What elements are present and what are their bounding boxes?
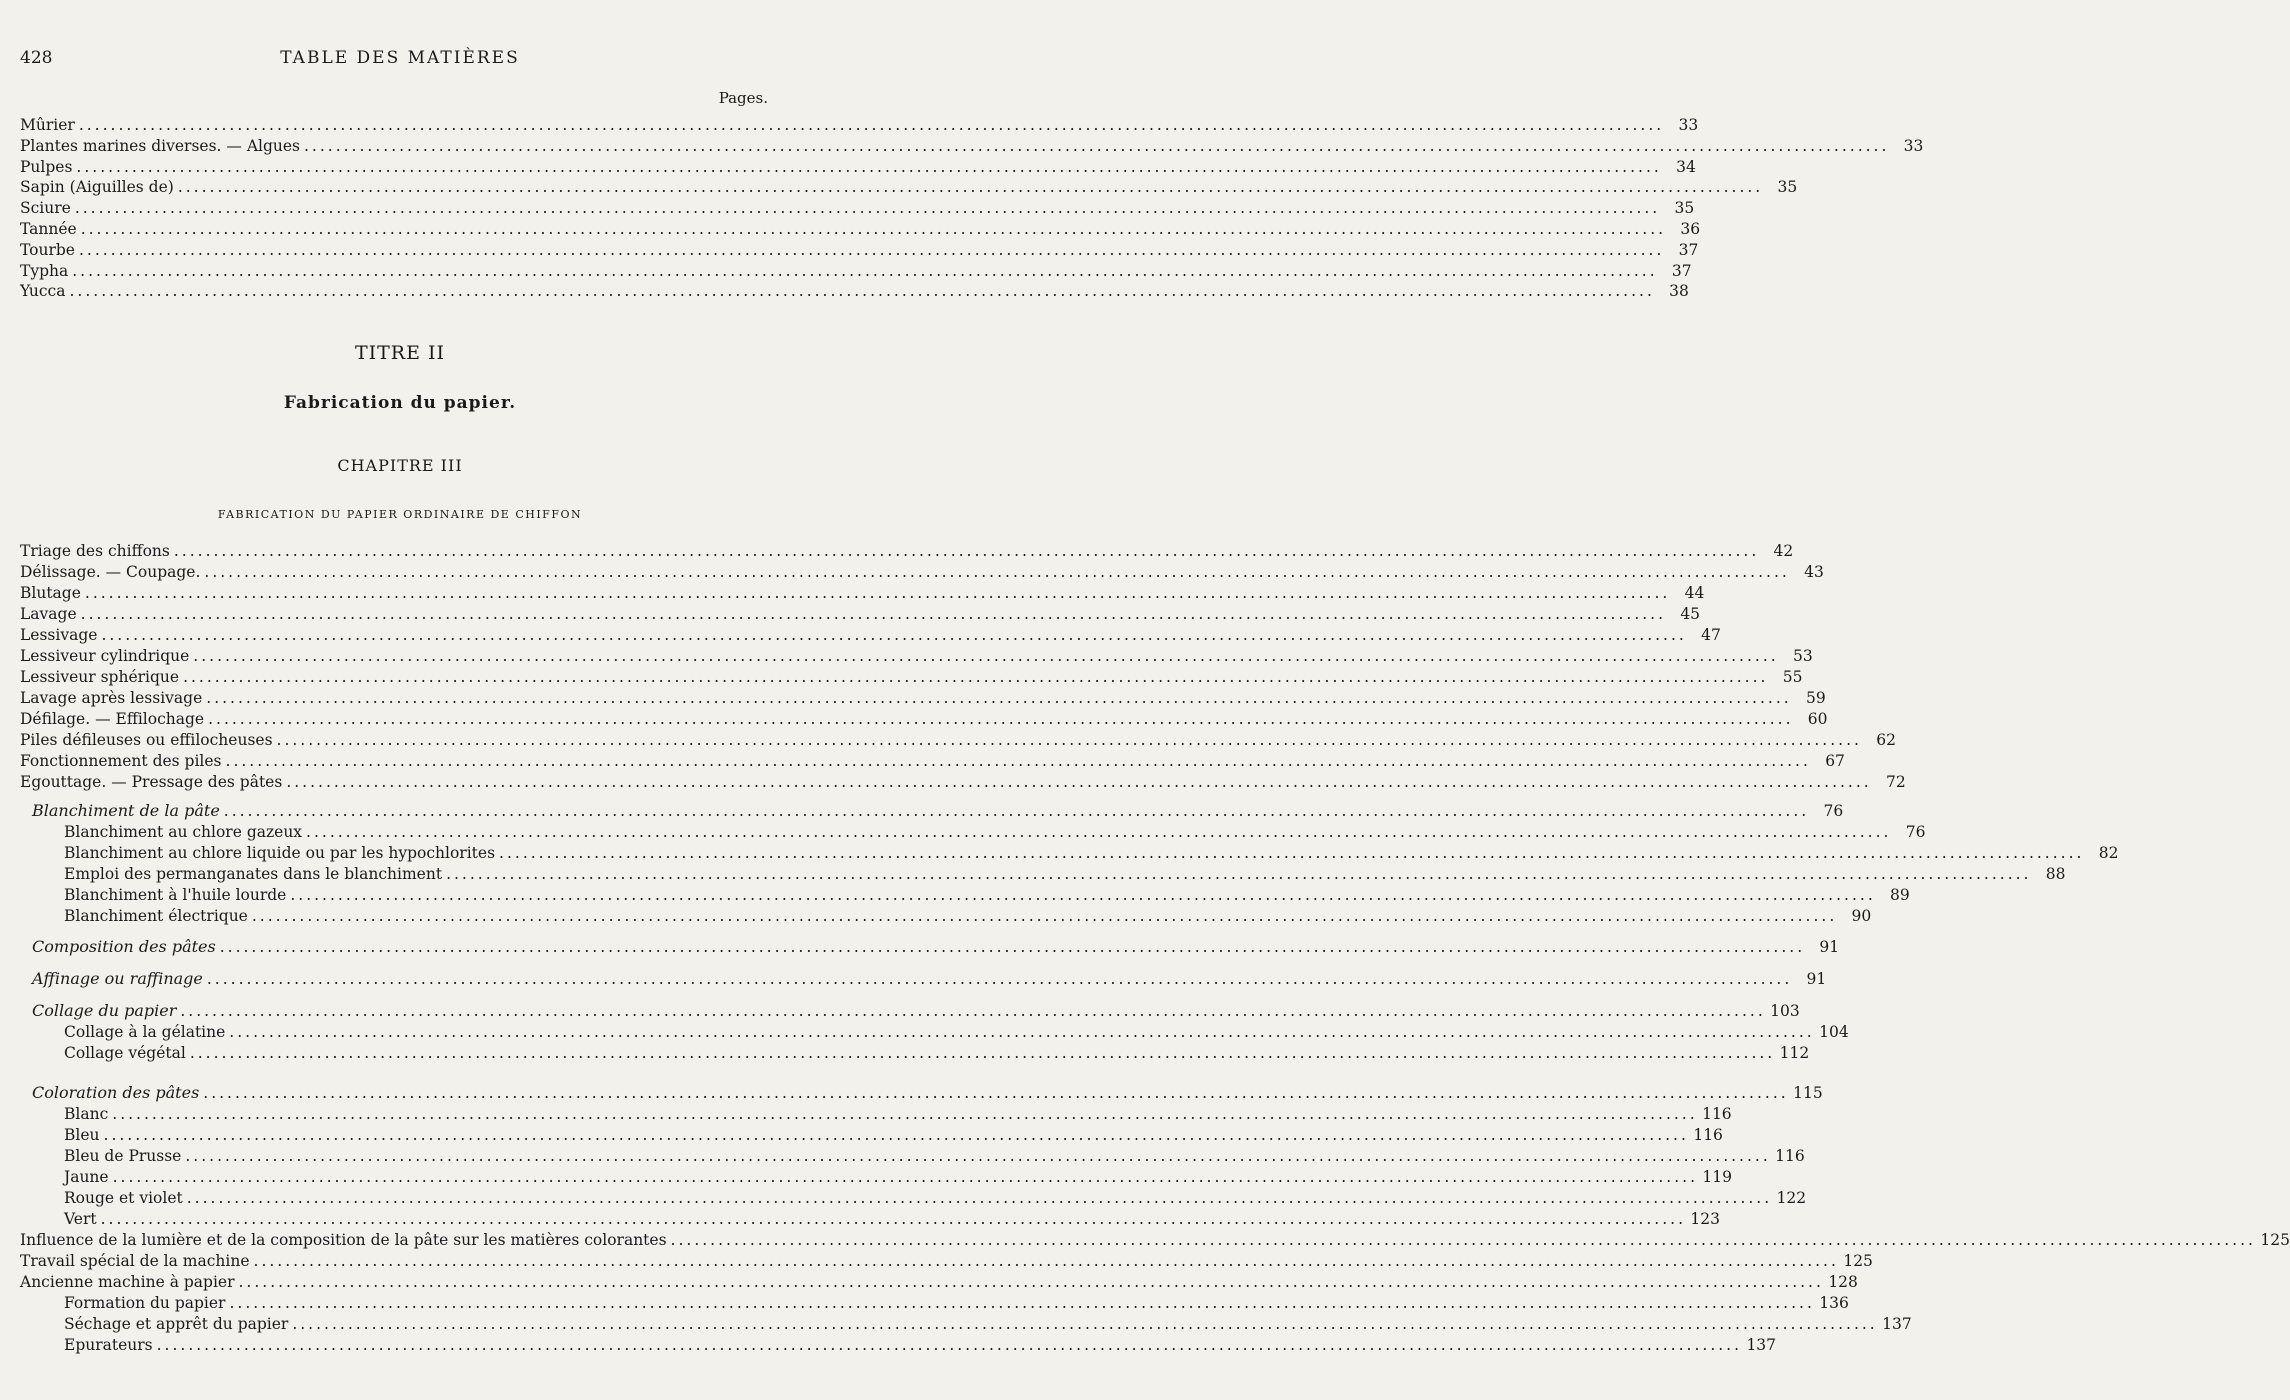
toc-leader-dots: ........................................................................................................................................................................................................ — [304, 137, 1890, 155]
toc-entry-label: Formation du papier — [64, 1294, 226, 1312]
toc-entry-page: 122 — [1776, 1189, 1807, 1207]
toc-entry-label: Blanchiment au chlore liquide ou par les hypochlorites — [64, 844, 496, 862]
toc-entry-label: Séchage et apprêt du papier — [64, 1315, 289, 1333]
toc-entry-page: 44 — [1684, 584, 1705, 602]
toc-entry-label: Plantes marines diverses. — Algues — [20, 137, 300, 155]
toc-entry — [20, 905, 1872, 925]
toc-entry-label: Lavage après lessivage — [20, 689, 203, 707]
toc-entry-page: 35 — [1674, 199, 1695, 217]
toc-entry — [20, 936, 1840, 956]
toc-leader-dots: ........................................................................................................................................................................................................ — [80, 605, 1667, 623]
toc-entry-label: Piles défileuses ou effilocheuses — [20, 731, 273, 749]
toc-entry — [20, 1042, 1810, 1062]
part-title: TITRE II — [354, 342, 446, 364]
toc-entry — [20, 1250, 1873, 1270]
toc-entry-label: Coloration des pâtes — [32, 1083, 200, 1102]
toc-entry — [20, 561, 1824, 581]
chapter-title: CHAPITRE III — [337, 456, 463, 475]
toc-entry — [20, 821, 1926, 841]
page-number: 428 — [20, 48, 53, 68]
toc-leader-dots: ........................................................................................................................................................................................................ — [306, 823, 1892, 841]
toc-entry — [20, 1103, 1732, 1123]
toc-leader-dots: ........................................................................................................................................................................................................ — [208, 710, 1794, 728]
toc-entry-page: 35 — [1777, 178, 1798, 196]
toc-entry — [20, 1292, 1849, 1312]
toc-leader-dots: ........................................................................................................................................................................................................ — [446, 865, 2032, 883]
toc-entry-page: 36 — [1680, 220, 1701, 238]
toc-entry-page: 128 — [1828, 1273, 1858, 1291]
toc-entry — [20, 1082, 1823, 1102]
toc-entry-page: 89 — [1890, 886, 1910, 904]
toc-entry-page: 45 — [1680, 605, 1701, 623]
toc-leader-dots: ........................................................................................................................................................................................................ — [292, 1315, 1878, 1333]
toc-leader-dots: ........................................................................................................................................................................................................ — [156, 1336, 1743, 1354]
pages-column-label: Pages. — [718, 89, 768, 107]
toc-entry-label: Pulpes — [20, 158, 73, 176]
toc-entry-page: 37 — [1678, 241, 1699, 259]
toc-entry-page: 119 — [1702, 1168, 1732, 1186]
toc-entry-label: Tannée — [20, 220, 77, 238]
toc-entry-label: Blanc — [64, 1105, 109, 1123]
toc-entry-page: 47 — [1701, 626, 1721, 644]
toc-entry-page: 42 — [1773, 542, 1794, 560]
toc-entry-page: 60 — [1807, 710, 1828, 728]
toc-entry-label: Blanchiment électrique — [64, 907, 248, 925]
toc-entry — [20, 540, 1794, 560]
toc-entry-label: Affinage ou raffinage — [32, 969, 203, 988]
toc-leader-dots: ........................................................................................................................................................................................................ — [74, 199, 1661, 217]
toc-leader-dots: ........................................................................................................................................................................................................ — [69, 282, 1655, 300]
toc-leader-dots: ........................................................................................................................................................................................................ — [238, 1273, 1824, 1291]
toc-leader-dots: ........................................................................................................................................................................................................ — [223, 802, 1810, 820]
toc-entry — [20, 645, 1813, 665]
toc-entry-label: Défilage. — Effilochage — [20, 710, 205, 728]
toc-entry — [20, 176, 1798, 196]
toc-entry — [20, 771, 1906, 791]
toc-entry — [20, 280, 1689, 300]
toc-leader-dots: ........................................................................................................................................................................................................ — [112, 1105, 1698, 1123]
toc-entry-label: Jaune — [64, 1168, 109, 1186]
toc-entry-label: Lessiveur sphérique — [20, 668, 180, 686]
part-subtitle: Fabrication du papier. — [283, 393, 517, 413]
toc-entry — [20, 968, 1827, 988]
toc-entry — [20, 729, 1896, 749]
toc-entry-label: Yucca — [20, 282, 66, 300]
toc-entry-label: Blanchiment à l'huile lourde — [64, 886, 287, 904]
toc-entry — [20, 1271, 1858, 1291]
toc-entry-page: 123 — [1690, 1210, 1720, 1228]
toc-entry — [20, 624, 1721, 644]
toc-entry-label: Lessiveur cylindrique — [20, 647, 190, 665]
toc-entry — [20, 603, 1701, 623]
toc-entry-page: 53 — [1792, 647, 1813, 665]
toc-entry-label: Bleu de Prusse — [64, 1147, 182, 1165]
toc-entry — [20, 156, 1696, 176]
toc-entry-label: Emploi des permanganates dans le blanchiment — [64, 865, 443, 883]
toc-entry — [20, 884, 1910, 904]
toc-entry-page: 136 — [1819, 1294, 1849, 1312]
toc-entry-page: 82 — [2098, 844, 2119, 862]
toc-entry-page: 62 — [1876, 731, 1896, 749]
toc-entry — [20, 1334, 1777, 1354]
toc-entry-label: Blanchiment de la pâte — [32, 801, 220, 820]
toc-leader-dots: ........................................................................................................................................................................................................ — [225, 752, 1811, 770]
toc-leader-dots: ........................................................................................................................................................................................................ — [100, 1210, 1686, 1228]
toc-entry-label: Vert — [64, 1210, 97, 1228]
toc-entry — [20, 1145, 1805, 1165]
toc-leader-dots: ........................................................................................................................................................................................................ — [253, 1252, 1839, 1270]
toc-entry-page: 76 — [1823, 802, 1844, 820]
toc-leader-dots: ........................................................................................................................................................................................................ — [186, 1189, 1773, 1207]
toc-leader-dots: ........................................................................................................................................................................................................ — [276, 731, 1862, 749]
toc-entry — [20, 1313, 1912, 1333]
toc-entry — [20, 750, 1845, 770]
toc-entry-page: 91 — [1806, 970, 1827, 988]
toc-entry — [20, 114, 1699, 134]
toc-entry-page: 137 — [1746, 1336, 1777, 1354]
toc-entry — [20, 1021, 1849, 1041]
toc-entry-page: 76 — [1905, 823, 1926, 841]
toc-entry — [20, 1000, 1800, 1020]
toc-entry-label: Influence de la lumière et de la composition de la pâte sur les matières colorantes — [20, 1231, 667, 1249]
toc-entry — [20, 135, 1924, 155]
section-title: FABRICATION DU PAPIER ORDINAIRE DE CHIFFON — [217, 508, 583, 521]
toc-entry — [20, 863, 2066, 883]
toc-leader-dots: ........................................................................................................................................................................................................ — [206, 970, 1793, 988]
toc-entry-page: 137 — [1882, 1315, 1912, 1333]
toc-leader-dots: ........................................................................................................................................................................................................ — [251, 907, 1838, 925]
toc-leader-dots: ........................................................................................................................................................................................................ — [180, 1002, 1766, 1020]
toc-entry-label: Mûrier — [20, 116, 75, 134]
toc-entry-page: 90 — [1851, 907, 1872, 925]
toc-entry-label: Lessivage — [20, 626, 98, 644]
toc-entry-label: Composition des pâtes — [32, 937, 216, 956]
toc-entry-label: Lavage — [20, 605, 77, 623]
toc-entry — [20, 1208, 1720, 1228]
toc-entry-page: 34 — [1676, 158, 1696, 176]
toc-entry-page: 116 — [1693, 1126, 1723, 1144]
page-header — [20, 48, 780, 72]
toc-entry-label: Fonctionnement des piles — [20, 752, 222, 770]
toc-entry — [20, 582, 1705, 602]
toc-leader-dots: ........................................................................................................................................................................................................ — [286, 773, 1872, 791]
toc-leader-dots: ........................................................................................................................................................................................................ — [78, 241, 1665, 259]
toc-leader-dots: ........................................................................................................................................................................................................ — [101, 626, 1687, 644]
toc-entry-label: Blanchiment au chlore gazeux — [64, 823, 303, 841]
toc-entry-page: 43 — [1804, 563, 1824, 581]
toc-entry-page: 37 — [1671, 262, 1692, 280]
toc-entry-page: 112 — [1779, 1044, 1810, 1062]
toc-entry — [20, 239, 1699, 259]
toc-entry-label: Collage végétal — [64, 1044, 186, 1062]
toc-entry-label: Délissage. — Coupage. — [20, 563, 201, 581]
toc-entry — [20, 842, 2119, 862]
toc-entry — [20, 800, 1844, 820]
toc-leader-dots: ........................................................................................................................................................................................................ — [204, 563, 1790, 581]
toc-entry-label: Collage du papier — [32, 1001, 177, 1020]
toc-entry — [20, 708, 1828, 728]
toc-entry-page: 33 — [1903, 137, 1924, 155]
toc-entry-page: 116 — [1775, 1147, 1805, 1165]
toc-leader-dots: ........................................................................................................................................................................................................ — [177, 178, 1764, 196]
toc-entry — [20, 666, 1803, 686]
toc-leader-dots: ........................................................................................................................................................................................................ — [80, 220, 1667, 238]
toc-entry-page: 125 — [1843, 1252, 1873, 1270]
toc-entry-page: 116 — [1702, 1105, 1732, 1123]
toc-entry-label: Sciure — [20, 199, 71, 217]
toc-entry — [20, 1229, 2290, 1249]
toc-leader-dots: ........................................................................................................................................................................................................ — [189, 1044, 1776, 1062]
toc-leader-dots: ........................................................................................................................................................................................................ — [185, 1147, 1771, 1165]
toc-leader-dots: ........................................................................................................................................................................................................ — [229, 1294, 1815, 1312]
toc-leader-dots: ........................................................................................................................................................................................................ — [76, 158, 1662, 176]
toc-entry-label: Travail spécial de la machine — [20, 1252, 250, 1270]
toc-entry-page: 72 — [1885, 773, 1906, 791]
toc-leader-dots: ........................................................................................................................................................................................................ — [206, 689, 1792, 707]
toc-entry-label: Typha — [20, 262, 69, 280]
toc-entry-page: 33 — [1678, 116, 1699, 134]
toc-entry — [20, 218, 1701, 238]
toc-leader-dots: ........................................................................................................................................................................................................ — [229, 1023, 1815, 1041]
toc-entry — [20, 260, 1692, 280]
toc-leader-dots: ........................................................................................................................................................................................................ — [103, 1126, 1689, 1144]
toc-entry-label: Tourbe — [20, 241, 75, 259]
toc-entry-page: 103 — [1770, 1002, 1800, 1020]
toc-leader-dots: ........................................................................................................................................................................................................ — [72, 262, 1658, 280]
toc-leader-dots: ........................................................................................................................................................................................................ — [173, 542, 1760, 560]
toc-entry-page: 115 — [1793, 1084, 1823, 1102]
toc-entry-label: Epurateurs — [64, 1336, 153, 1354]
running-title: TABLE DES MATIÈRES — [280, 48, 520, 68]
toc-entry-label: Egouttage. — Pressage des pâtes — [20, 773, 283, 791]
toc-entry-page: 38 — [1669, 282, 1689, 300]
toc-entry-page: 67 — [1825, 752, 1845, 770]
toc-entry-label: Collage à la gélatine — [64, 1023, 226, 1041]
toc-entry-page: 55 — [1782, 668, 1803, 686]
toc-entry-page: 88 — [2045, 865, 2066, 883]
toc-leader-dots: ........................................................................................................................................................................................................ — [499, 844, 2085, 862]
toc-leader-dots: ........................................................................................................................................................................................................ — [78, 116, 1665, 134]
toc-entry-label: Rouge et violet — [64, 1189, 183, 1207]
toc-entry-label: Sapin (Aiguilles de) — [20, 178, 174, 196]
toc-entry-page: 59 — [1805, 689, 1826, 707]
toc-leader-dots: ........................................................................................................................................................................................................ — [219, 938, 1806, 956]
toc-leader-dots: ........................................................................................................................................................................................................ — [193, 647, 1779, 665]
toc-leader-dots: ........................................................................................................................................................................................................ — [84, 584, 1671, 602]
toc-entry — [20, 1187, 1807, 1207]
toc-entry-page: 104 — [1819, 1023, 1849, 1041]
toc-leader-dots: ........................................................................................................................................................................................................ — [670, 1231, 2256, 1249]
toc-entry-label: Ancienne machine à papier — [20, 1273, 235, 1291]
toc-entry-label: Blutage — [20, 584, 81, 602]
toc-entry-page: 125 — [2260, 1231, 2290, 1249]
toc-leader-dots: ........................................................................................................................................................................................................ — [290, 886, 1876, 904]
toc-leader-dots: ........................................................................................................................................................................................................ — [203, 1084, 1789, 1102]
toc-entry-label: Triage des chiffons — [20, 542, 170, 560]
toc-entry — [20, 1166, 1732, 1186]
toc-entry-page: 91 — [1819, 938, 1840, 956]
toc-leader-dots: ........................................................................................................................................................................................................ — [112, 1168, 1698, 1186]
toc-entry — [20, 687, 1826, 707]
toc-entry — [20, 197, 1695, 217]
toc-entry — [20, 1124, 1723, 1144]
toc-entry-label: Bleu — [64, 1126, 100, 1144]
toc-leader-dots: ........................................................................................................................................................................................................ — [183, 668, 1769, 686]
